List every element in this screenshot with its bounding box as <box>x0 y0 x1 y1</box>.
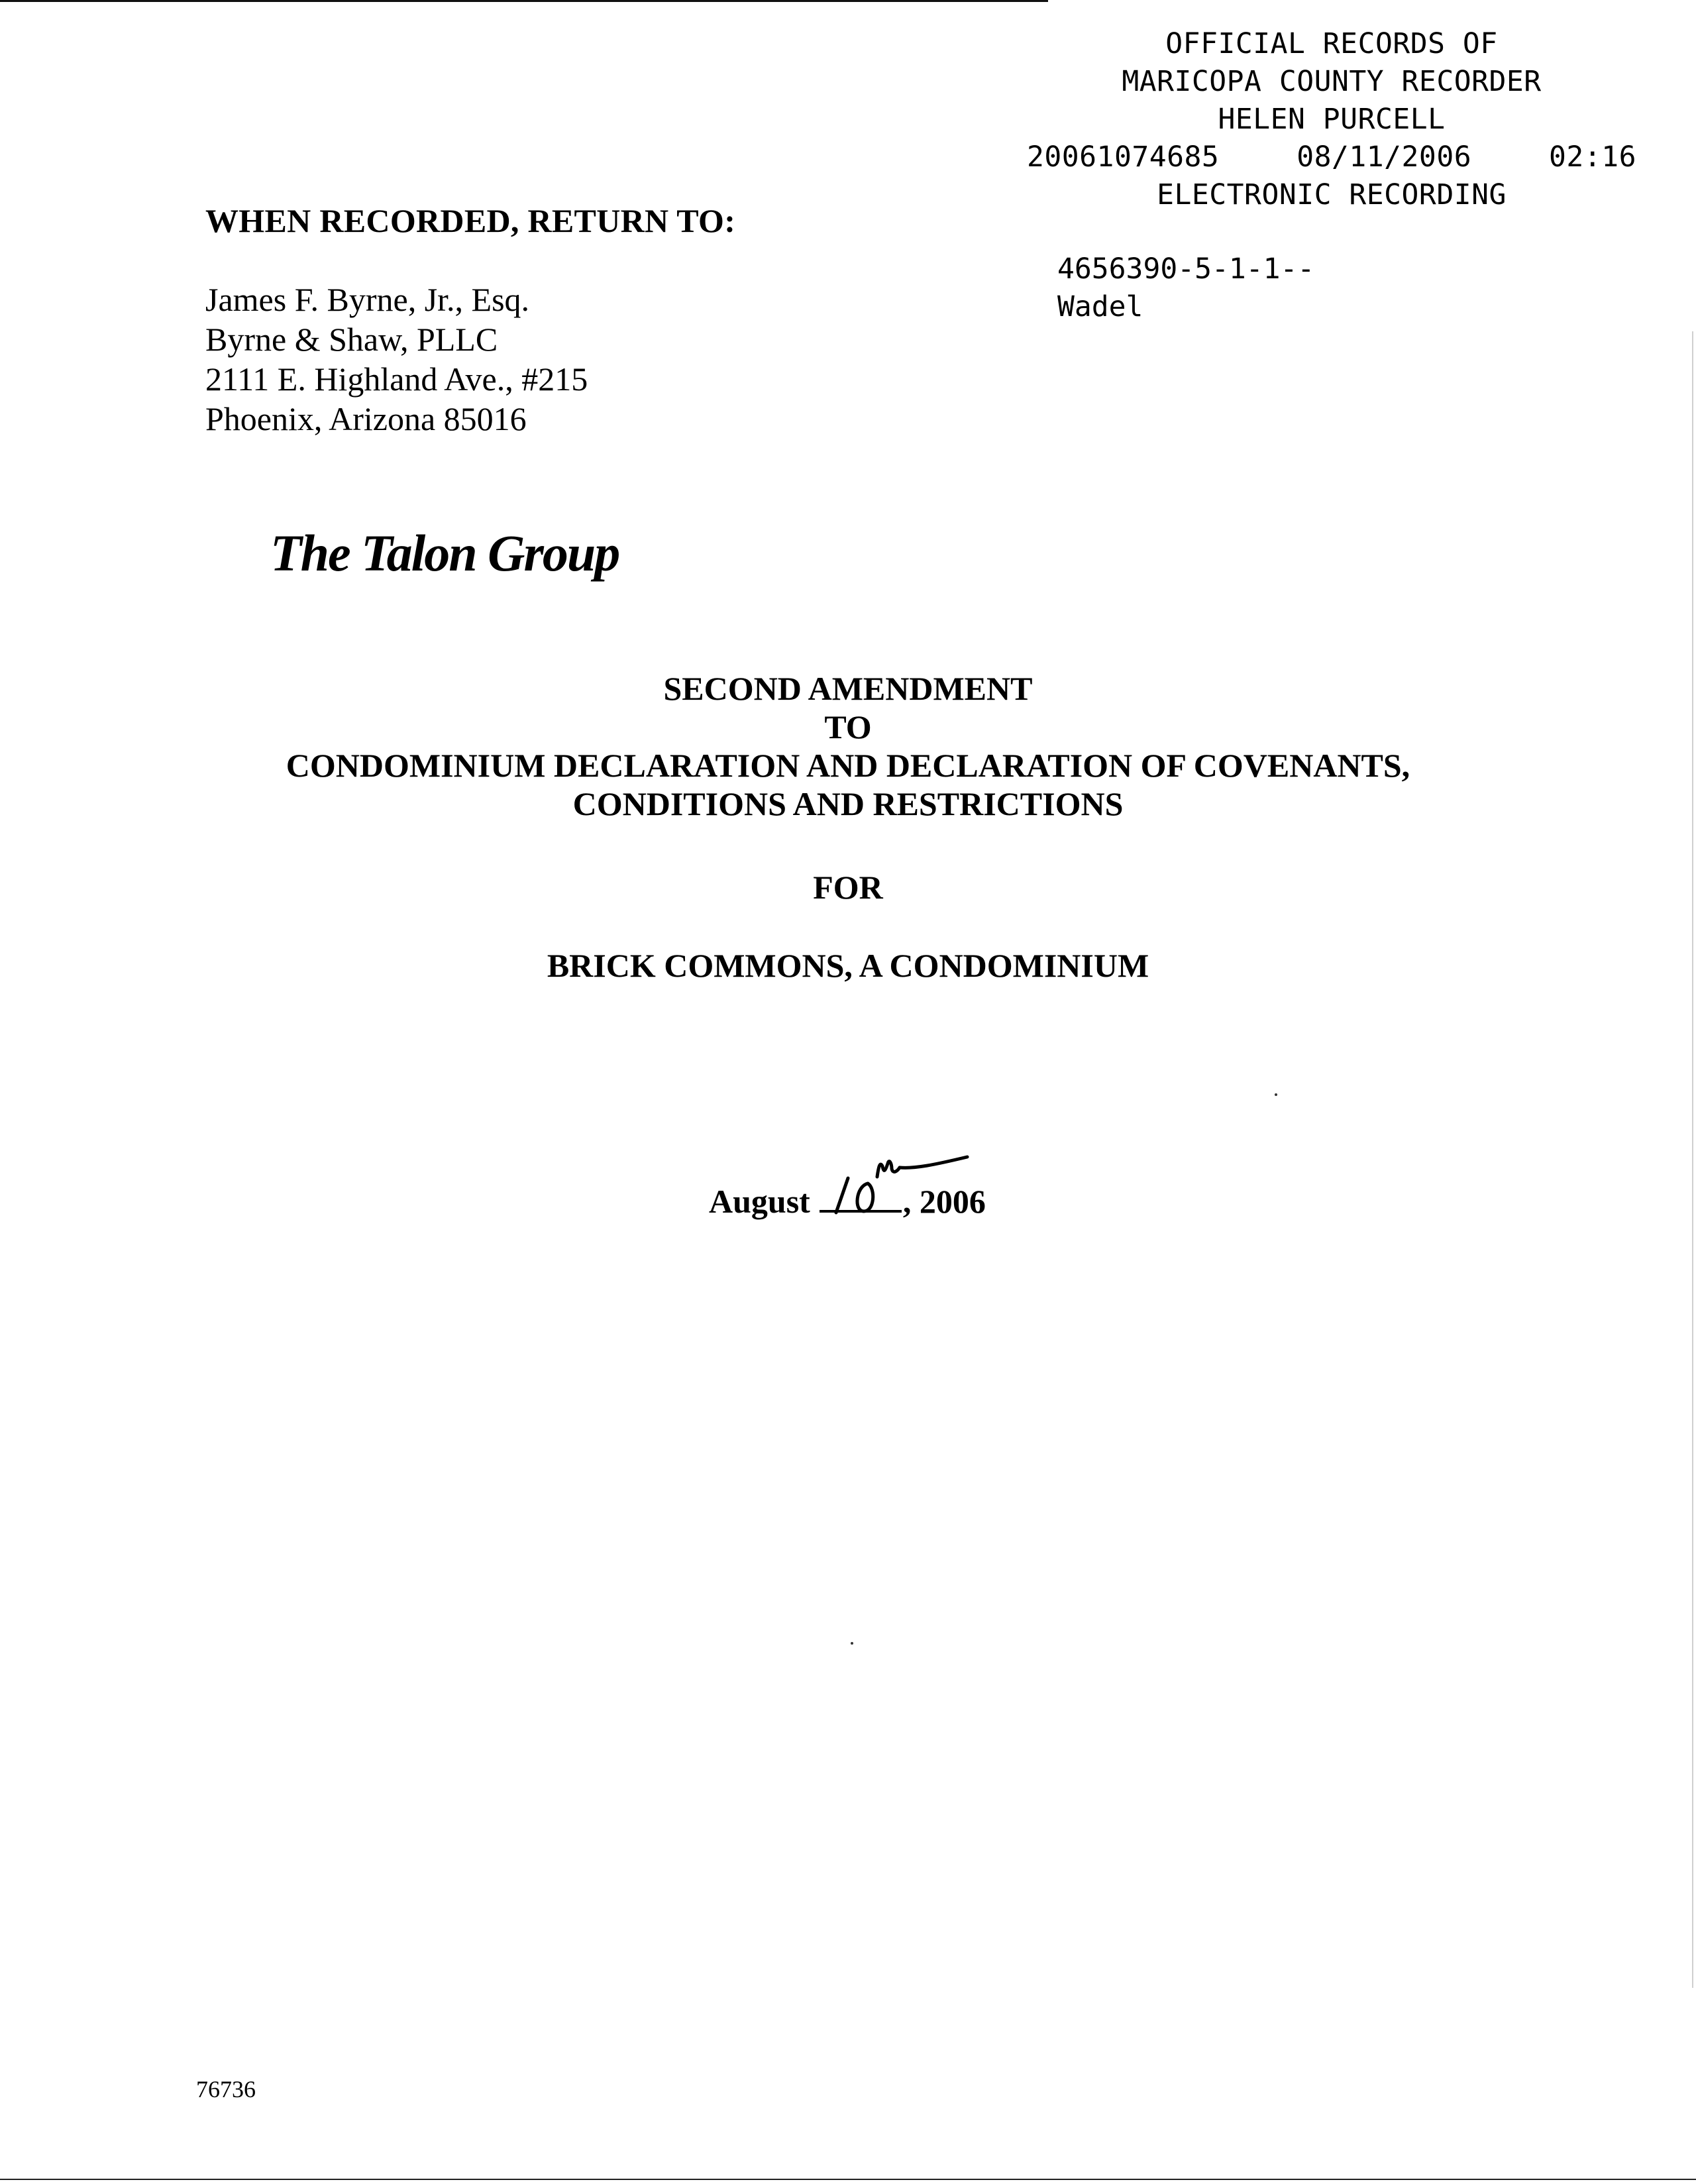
record-number: 20061074685 <box>1027 140 1220 174</box>
return-address <box>205 280 588 439</box>
title-company-logo: The Talon Group <box>270 524 619 582</box>
clerk-name: Wadel <box>1057 290 1143 323</box>
date-month: August <box>709 1183 810 1220</box>
title-line: SECOND AMENDMENT <box>663 670 1033 707</box>
title-line: CONDOMINIUM DECLARATION AND DECLARATION OF COVENANTS, <box>286 747 1410 784</box>
record-date: 08/11/2006 <box>1297 140 1472 174</box>
recorder-stamp-line: ELECTRONIC RECORDING <box>1157 178 1507 211</box>
addressee-name: James F. Byrne, Jr., Esq. <box>205 281 530 318</box>
scan-speck <box>1275 1093 1277 1096</box>
addressee-firm: Byrne & Shaw, PLLC <box>205 321 498 358</box>
project-name: BRICK COMMONS, A CONDOMINIUM <box>547 947 1149 984</box>
docket-number: 4656390-5-1-1-- <box>1057 252 1315 286</box>
return-to-header: WHEN RECORDED, RETURN TO: <box>205 202 736 239</box>
addressee-street: 2111 E. Highland Ave., #215 <box>205 360 588 398</box>
addressee-city: Phoenix, Arizona 85016 <box>205 400 527 437</box>
date-year: , 2006 <box>902 1183 986 1220</box>
scan-speck <box>851 1642 853 1645</box>
recorder-stamp <box>1027 25 1636 214</box>
recording-info <box>1027 138 1636 176</box>
document-number: 76736 <box>196 2076 256 2102</box>
handwritten-day-signature <box>822 1152 980 1225</box>
for-label: FOR <box>813 869 883 906</box>
title-line: CONDITIONS AND RESTRICTIONS <box>572 785 1124 822</box>
record-time: 02:16 <box>1549 140 1636 174</box>
recorder-stamp-line: OFFICIAL RECORDS OF <box>1165 27 1498 60</box>
document-title <box>0 669 1696 823</box>
docket-code <box>1057 250 1314 326</box>
recorder-stamp-line: MARICOPA COUNTY RECORDER <box>1122 65 1542 98</box>
recorder-stamp-line: HELEN PURCELL <box>1218 103 1446 136</box>
title-line: TO <box>824 708 872 745</box>
page-right-edge <box>1692 331 1693 1988</box>
page-bottom-edge <box>0 2179 1696 2180</box>
page-top-edge <box>0 0 1048 2</box>
